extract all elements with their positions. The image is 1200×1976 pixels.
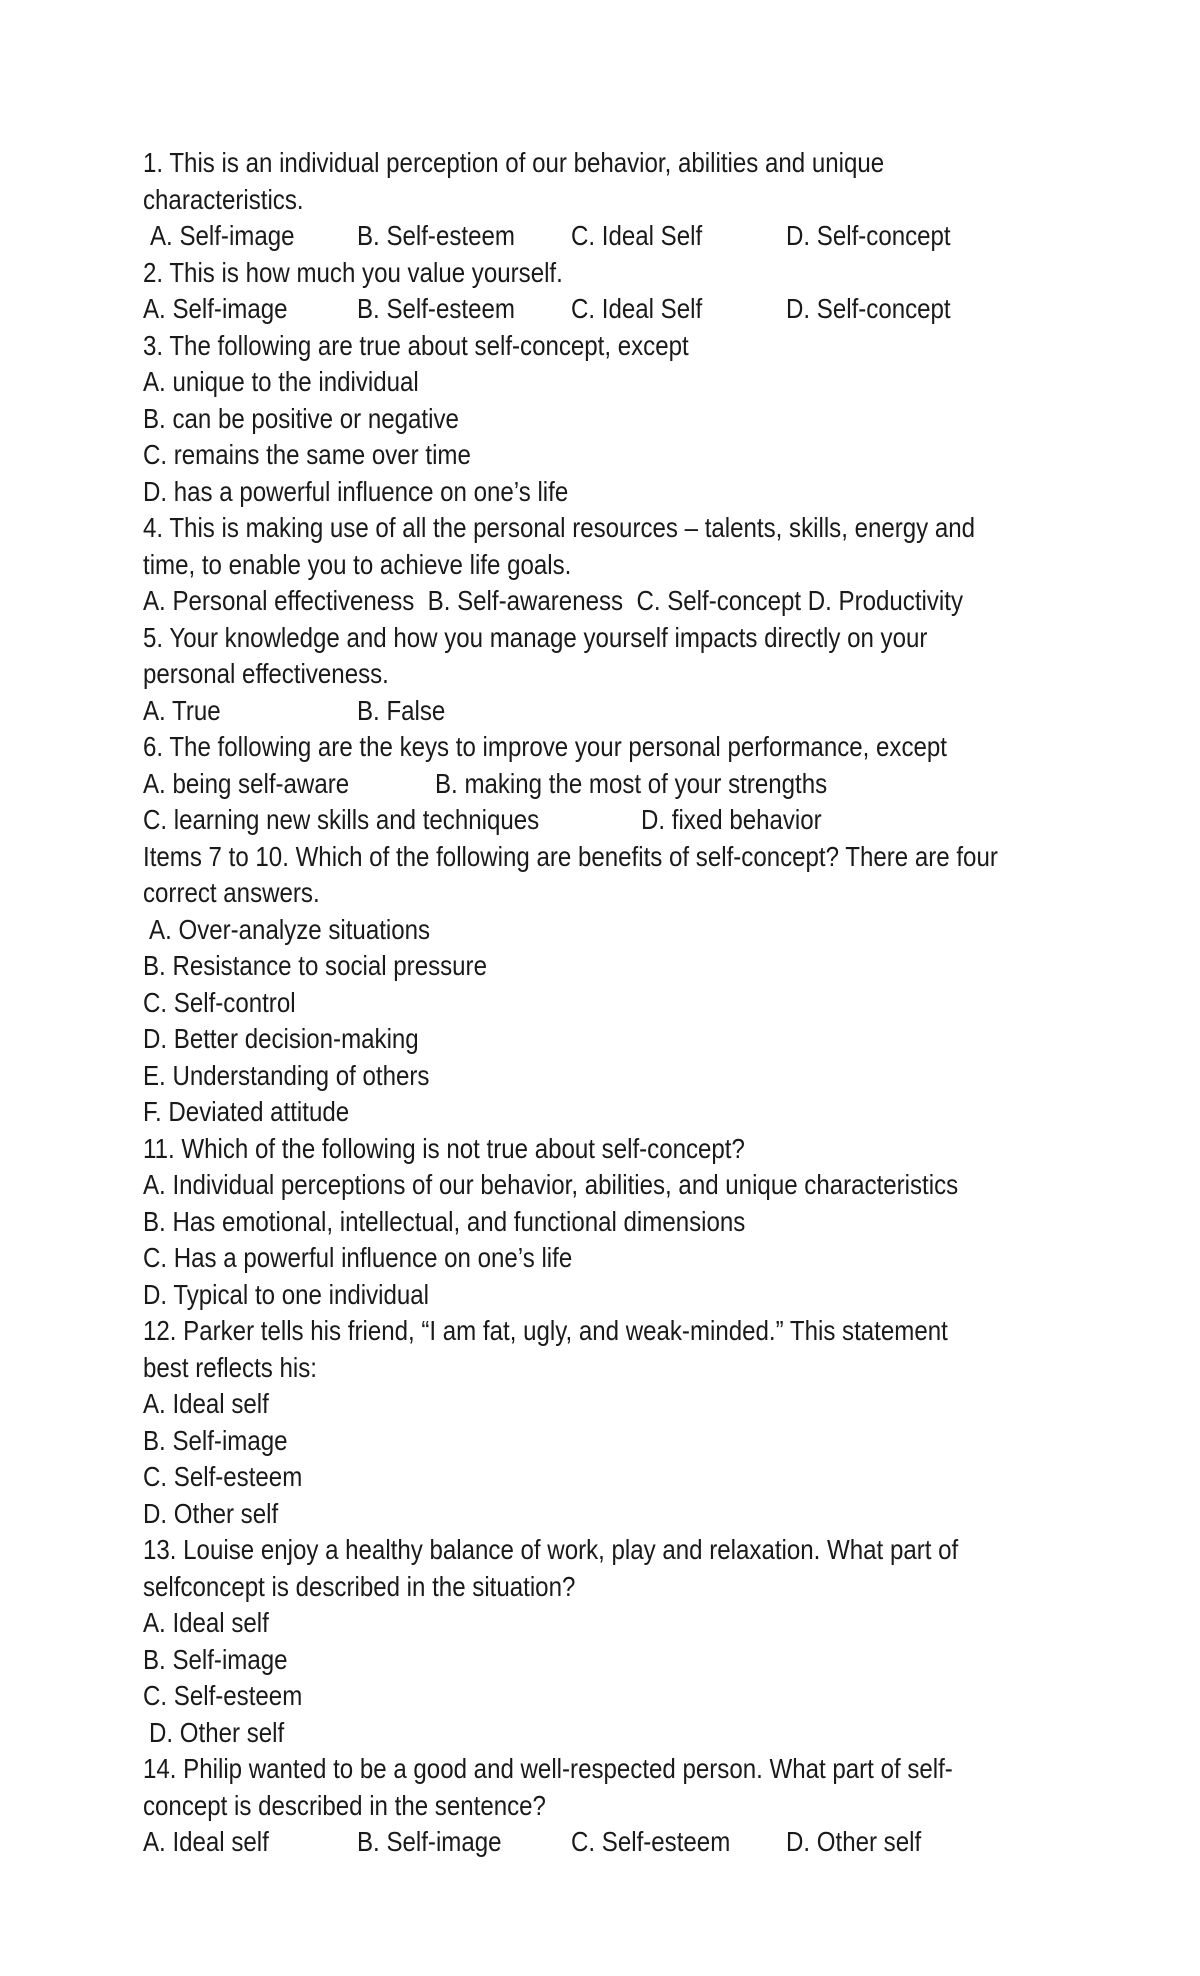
q13-option-b: B. Self-image [143,1643,288,1675]
question-2-text: 2. This is how much you value yourself. [143,256,563,288]
question-13-text: 13. Louise enjoy a healthy balance of work, play and relaxation. What part of [143,1534,959,1565]
q14-option-c: C. Self-esteem [571,1826,731,1857]
question-14-text: 14. Philip wanted to be a good and well-respected person. What part of self- [143,1753,953,1784]
question-5-text: 5. Your knowledge and how you manage yourself impacts directly on your [143,621,928,653]
question-12-text-cont: best reflects his: [143,1351,317,1383]
q7-10-option-a: A. Over-analyze situations [149,913,431,945]
q3-option-c: C. remains the same over time [143,439,471,470]
q11-option-d: D. Typical to one individual [143,1278,430,1310]
q3-option-b: B. can be positive or negative [143,402,459,434]
q12-option-d: D. Other self [143,1497,279,1529]
q1-option-d: D. Self-concept [786,220,951,251]
q5-option-a: A. True [143,694,221,726]
question-7-10-text: Items 7 to 10. Which of the following are benefits of self-concept? There are four [143,840,998,872]
q6-option-a: A. being self-aware [143,767,350,799]
question-14-options [143,1824,1103,1861]
q13-option-d: D. Other self [149,1716,285,1748]
question-6-options-row2 [143,802,1103,839]
q14-option-d: D. Other self [786,1826,922,1857]
question-11-text: 11. Which of the following is not true about self-concept? [143,1132,745,1164]
q12-option-a: A. Ideal self [143,1388,269,1419]
question-5-options [143,693,1103,730]
q6-option-b: B. making the most of your strengths [435,767,828,799]
question-3-text: 3. The following are true about self-concept, except [143,329,689,361]
q2-option-d: D. Self-concept [786,293,951,324]
question-1-text: 1. This is an individual perception of our behavior, abilities and unique [143,147,885,178]
q13-option-c: C. Self-esteem [143,1680,303,1711]
q2-option-b: B. Self-esteem [357,293,515,324]
q1-option-b: B. Self-esteem [357,220,515,251]
question-2-options [143,291,1103,328]
q12-option-c: C. Self-esteem [143,1461,303,1492]
q11-option-c: C. Has a powerful influence on one’s life [143,1242,573,1273]
question-14-text-cont: concept is described in the sentence? [143,1789,546,1821]
q2-option-a: A. Self-image [143,293,288,324]
q14-option-b: B. Self-image [357,1826,502,1857]
q6-option-d: D. fixed behavior [641,804,822,835]
q11-option-a: A. Individual perceptions of our behavior, abilities, and unique characteristics [143,1169,959,1200]
q7-10-option-e: E. Understanding of others [143,1059,430,1091]
q7-10-option-c: C. Self-control [143,986,296,1018]
quiz-content [143,145,1103,1861]
q3-option-d: D. has a powerful influence on one’s life [143,475,569,507]
q5-option-b: B. False [357,694,446,726]
q12-option-b: B. Self-image [143,1424,288,1456]
question-6-text: 6. The following are the keys to improve your personal performance, except [143,731,947,762]
question-12-text: 12. Parker tells his friend, “I am fat, ugly, and weak-minded.” This statement [143,1315,948,1346]
q3-option-a: A. unique to the individual [143,366,419,397]
q11-option-b: B. Has emotional, intellectual, and functional dimensions [143,1205,746,1237]
q2-option-c: C. Ideal Self [571,293,703,324]
q1-option-a: A. Self-image [150,220,295,251]
question-1-text-cont: characteristics. [143,183,304,215]
question-1-options [143,218,1103,255]
question-4-text-cont: time, to enable you to achieve life goals. [143,548,572,580]
question-4-text: 4. This is making use of all the personal resources – talents, skills, energy and [143,512,976,543]
q4-options: A. Personal effectiveness B. Self-awareness C. Self-concept D. Productivity [143,585,963,616]
q1-option-c: C. Ideal Self [571,220,703,251]
q13-option-a: A. Ideal self [143,1607,269,1638]
q14-option-a: A. Ideal self [143,1826,269,1857]
q7-10-option-d: D. Better decision-making [143,1023,419,1054]
q7-10-option-b: B. Resistance to social pressure [143,950,487,981]
question-5-text-cont: personal effectiveness. [143,658,389,689]
q6-option-c: C. learning new skills and techniques [143,804,540,835]
question-7-10-text-cont: correct answers. [143,877,320,908]
q7-10-option-f: F. Deviated attitude [143,1096,350,1127]
question-13-text-cont: selfconcept is described in the situation? [143,1570,576,1602]
question-6-options-row1 [143,766,1103,803]
